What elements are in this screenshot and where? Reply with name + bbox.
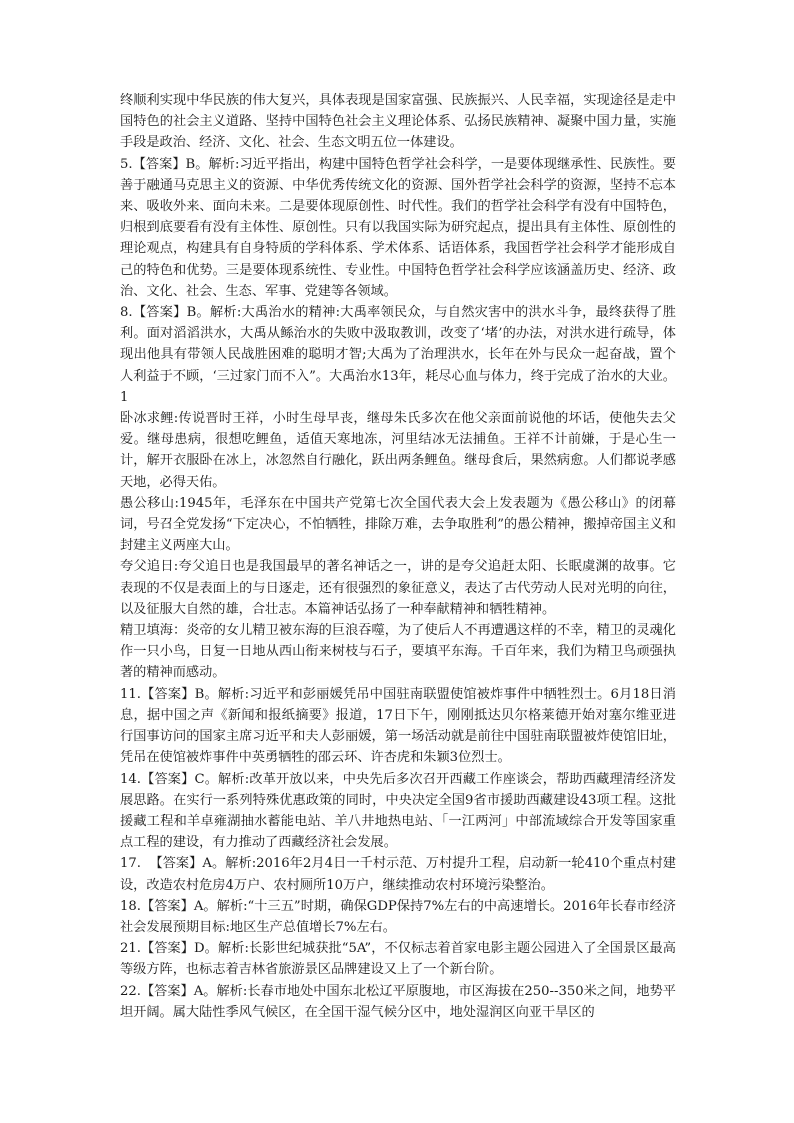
paragraph-answer-22: 22.【答案】A。解析:长春市地处中国东北松辽平原腹地，市区海拔在250--350米之间，地势平坦开阔。属大陆性季风气候区，在全国干湿气候分区中，地处湿润区向亚干旱区的 — [120, 983, 676, 1020]
document-page — [120, 90, 676, 1023]
paragraph-answer-17: 17. 【答案】A。解析:2016年2月4日一千村示范、万村提升工程，启动新一轮410个重点村建设，改造农村危房4万户、农村厕所10万户，继续推动农村环境污染整治。 — [120, 856, 676, 893]
paragraph-answer-14: 14.【答案】C。解析:改革开放以来，中央先后多次召开西藏工作座谈会，帮助西藏理清经济发展思路。在实行一系列特殊优惠政策的同时，中央决定全国9省市援助西藏建设43项工程。这批援藏工程和羊卓雍湖抽水蓄能电站、羊八井地热电站、「一江两河」中部流域综合开发等国家重点工程的建设，有力推动了西藏经济社会发展。 — [120, 771, 676, 851]
paragraph-yugong-yishan: 愚公移山:1945年，毛泽东在中国共产党第七次全国代表大会上发表题为《愚公移山》的闭幕词，号召全党发扬“下定决心，不怕牺牲，排除万难，去争取胜利”的愚公精神，搬掉帝国主义和封建主义两座大山。 — [120, 495, 676, 554]
paragraph-kuafu-zhuiri: 夸父追日:夸父追日也是我国最早的著名神话之一，讲的是夸父追赶太阳、长眠虞渊的故事。它表现的不仅是表面上的与日逐走，还有很强烈的象征意义，表达了古代劳动人民对光明的向往，以及征服大自然的雄，合壮志。本篇神话弘扬了一种奉献精神和牺牲精神。 — [120, 559, 676, 617]
paragraph-intro-continuation: 终顺利实现中华民族的伟大复兴，具体表现是国家富强、民族振兴、人民幸福，实现途径是走中国特色的社会主义道路、坚持中国特色社会主义理论体系、弘扬民族精神、凝聚中国力量，实施手段是政治、经济、文化、社会、生态文明五位一体建设。 — [120, 93, 676, 151]
paragraph-answer-18: 18.【答案】A。解析:“十三五”时期，确保GDP保持7%左右的中高速增长。2016年长春市经济社会发展预期目标:地区生产总值增长7%左右。 — [120, 898, 676, 935]
paragraph-answer-5: 5.【答案】B。解析:习近平指出，构建中国特色哲学社会科学，一是要体现继承性、民族性。要善于融通马克思主义的资源、中华优秀传统文化的资源、国外哲学社会科学的资源，坚持不忘本来、吸收外来、面向未来。二是要体现原创性、时代性。我们的哲学社会科学有没有中国特色，归根到底要看有没有主体性、原创性。只有以我国实际为研究起点，提出具有主体性、原创性的理论观点，构建具有自身特质的学科体系、学术体系、话语体系，我国哲学社会科学才能形成自己的特色和优势。三是要体现系统性、专业性。中国特色哲学社会科学应该涵盖历史、经济、政治、文化、社会、生态、军事、党建等各领域。 — [120, 156, 676, 299]
paragraph-jingwei-tianhai: 精卫填海：炎帝的女儿精卫被东海的巨浪吞噬，为了使后人不再遭遇这样的不幸，精卫的灵魂化作一只小鸟，日复一日地从西山衔来树枝与石子，要填平东海。千百年来，我们为精卫鸟顽强执著的精神而感动。 — [120, 623, 676, 681]
paragraph-answer-21: 21.【答案】D。解析:长影世纪城获批“5A”，不仅标志着首家电影主题公园进入了全国景区最高等级方阵，也标志着吉林省旅游景区品牌建设又上了一个新台阶。 — [120, 941, 676, 978]
paragraph-answer-11: 11.【答案】B。解析:习近平和彭丽媛凭吊中国驻南联盟使馆被炸事件中牺牲烈士。6月18日消息，据中国之声《新闻和报纸摘要》报道，17日下午，刚刚抵达贝尔格莱德开始对塞尔维亚进行国事访问的国家主席习近平和夫人彭丽媛，第一场活动就是前往中国驻南联盟被炸使馆旧址，凭吊在使馆被炸事件中英勇牺牲的邵云环、许杏虎和朱颖3位烈士。 — [120, 686, 676, 766]
paragraph-answer-8: 8.【答案】B。解析:大禹治水的精神:大禹率领民众，与自然灾害中的洪水斗争，最终获得了胜利。面对滔滔洪水，大禹从鲧治水的失败中汲取教训，改变了‘堵’的办法，对洪水进行疏导，体现出他具有带领人民战胜困难的聪明才智;大禹为了治理洪水，长年在外与民众一起奋战，置个人利益于不顾，‘三过家门而不入”。大禹治水13年，耗尽心血与体力，终于完成了治水的大业。1 — [120, 305, 676, 405]
paragraph-wobing-qiuli: 卧冰求鲤:传说晋时王祥，小时生母早丧，继母朱氏多次在他父亲面前说他的坏话，使他失去父爱。继母患病，很想吃鲤鱼，适值天寒地冻，河里结冰无法捕鱼。王祥不计前嫌，于是心生一计，解开衣服卧在冰上，冰忽然自行融化，跃出两条鲤鱼。继母食后，果然病愈。人们都说孝感天地，必得天佑。 — [120, 411, 676, 490]
